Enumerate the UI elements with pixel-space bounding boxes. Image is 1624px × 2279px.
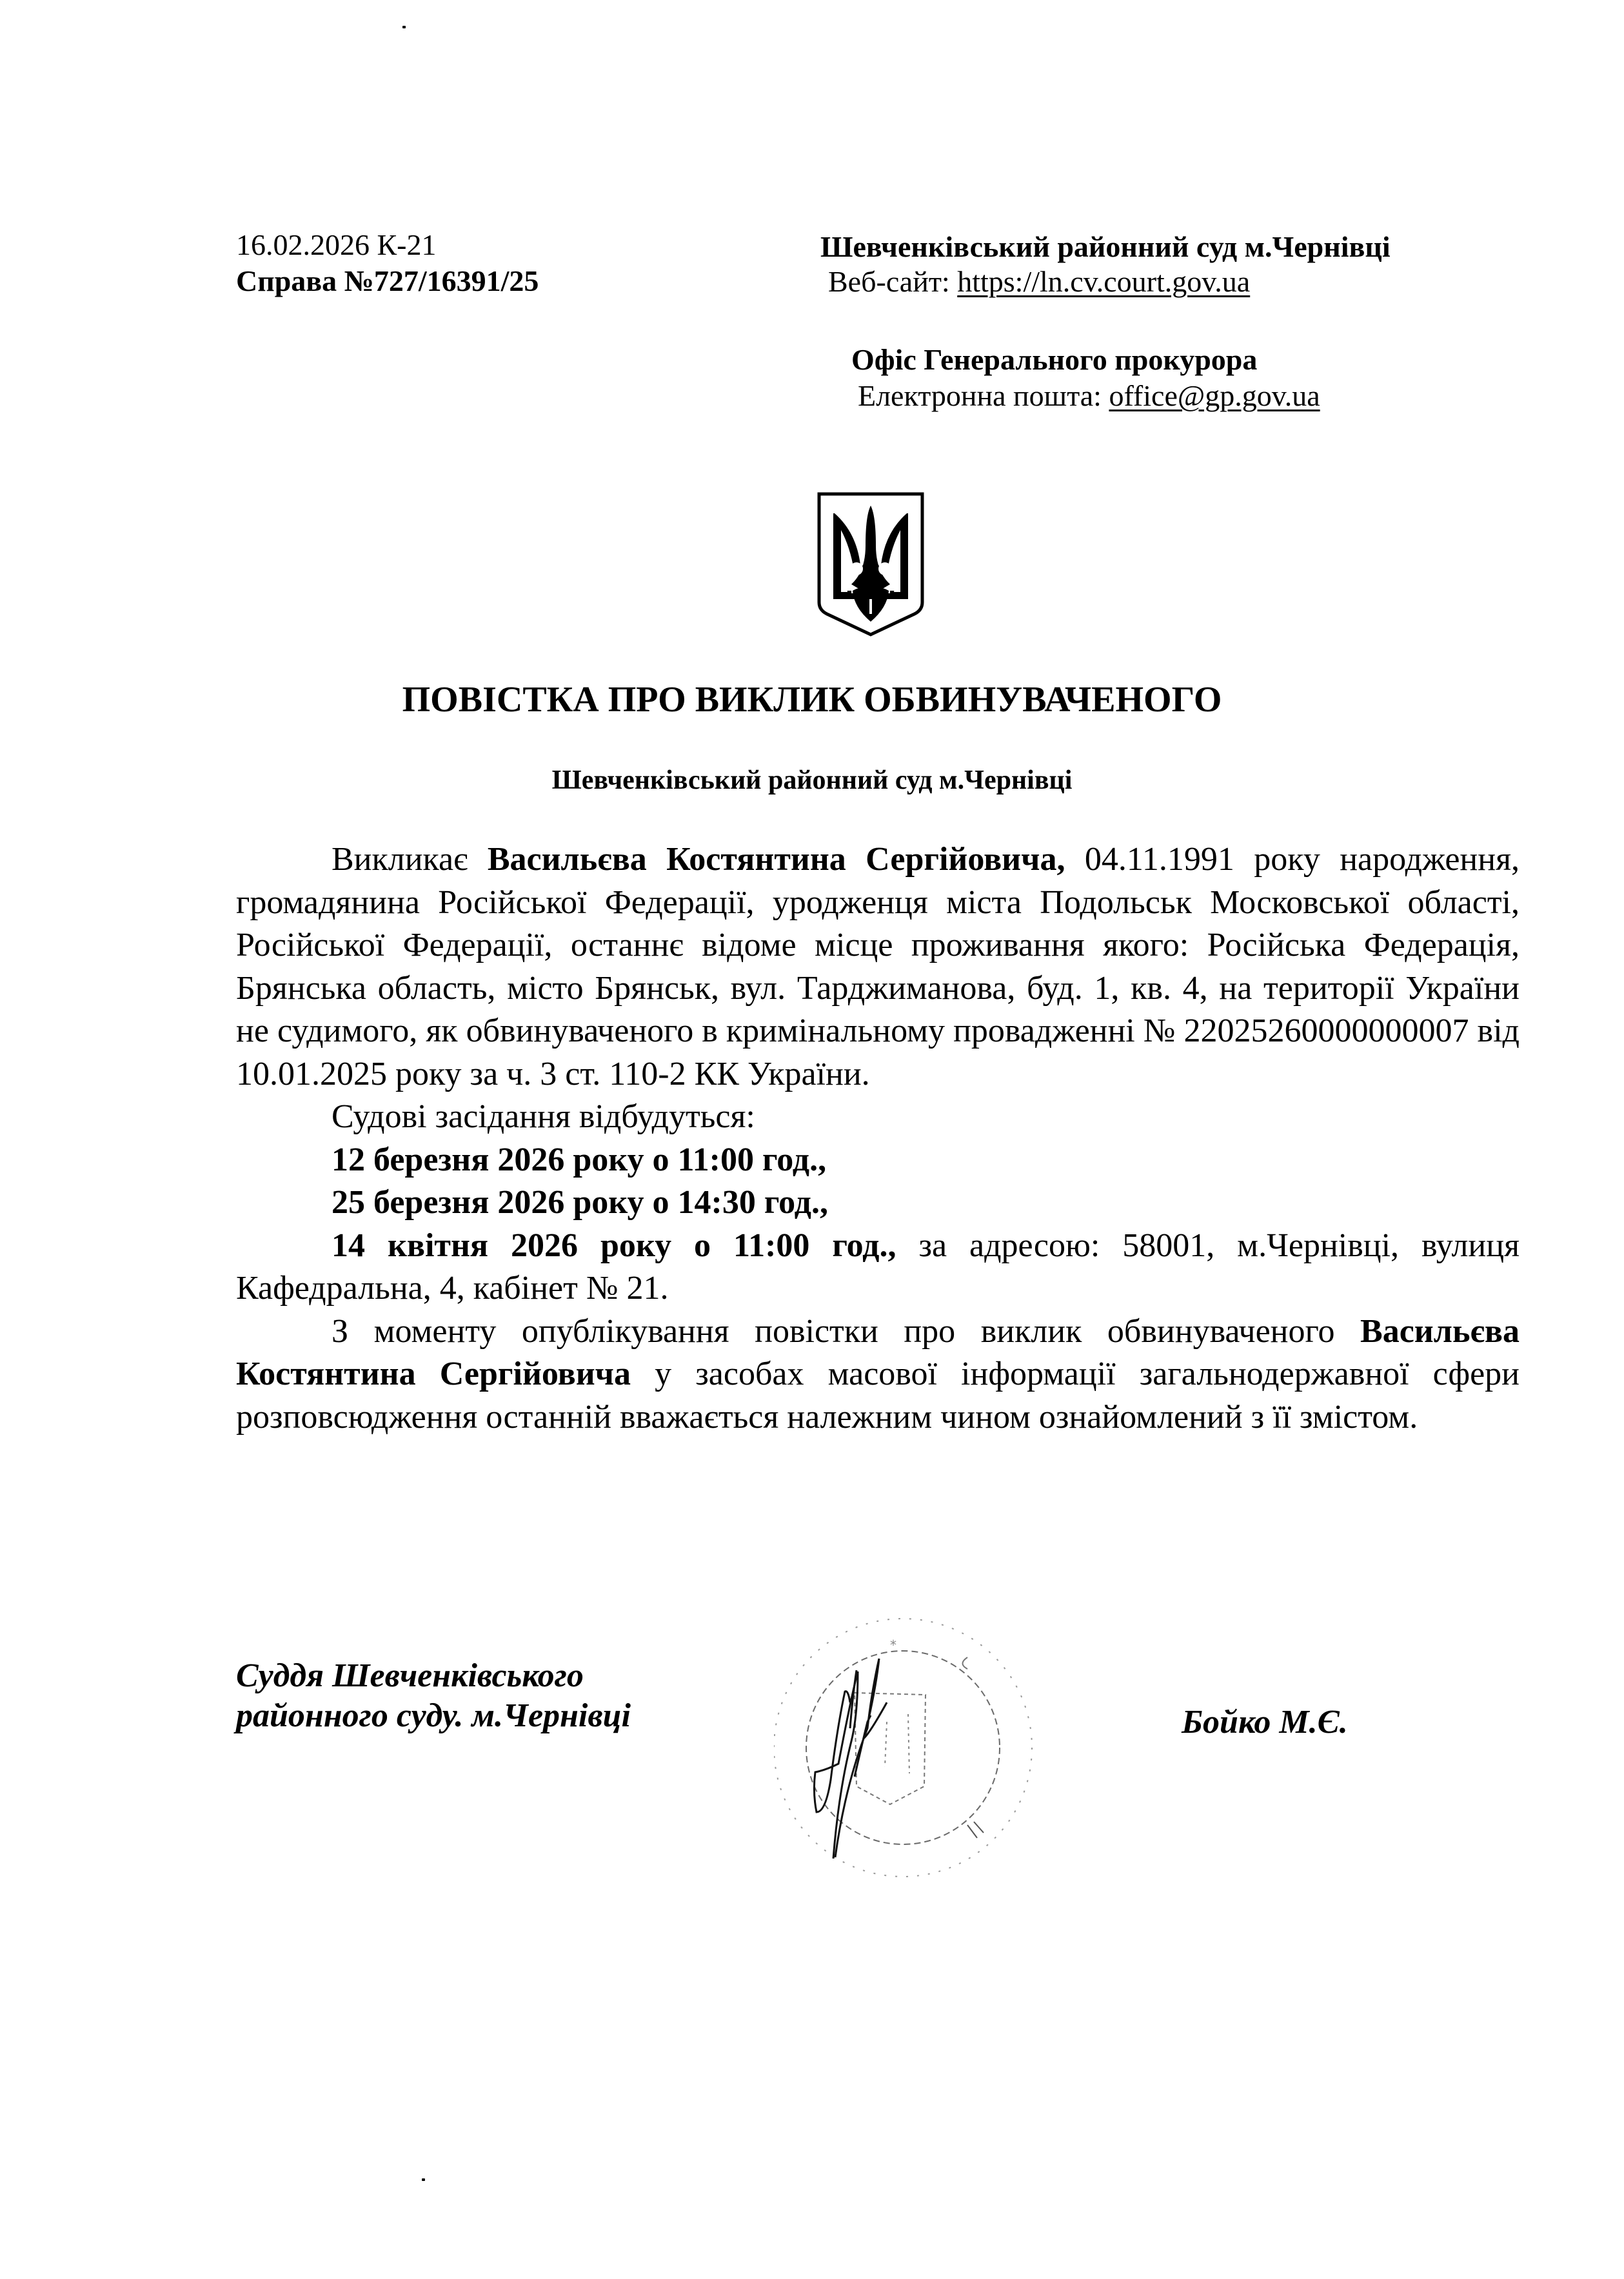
hearing-date-3-with-address: [236, 1225, 1520, 1310]
scan-speck: [402, 26, 406, 28]
hearing-date-3: 14 квітня 2026 року о 11:00 год.,: [332, 1227, 896, 1264]
summons-lead: Викликає: [332, 841, 488, 878]
hearings-intro: Судові засідання відбудуться:: [332, 1098, 755, 1135]
date-reference: 16.02.2026 К-21: [236, 228, 437, 261]
summons-details: 04.11.1991 року народження, громадянина Російської Федерації, уродженця міста Подольськ Московської області, Російської Федерації, останнє відоме місце проживання якого: Російська Федерація, Брянська область, місто Брянськ, вул. Тарджиманова, буд. 1, кв. 4, на території України не судимого, як обвинуваченого в кримінальному провадженні № 22025260000000007 від 10.01.2025 року за ч. 3 ст. 110-2 КК України.: [236, 841, 1520, 1092]
hearing-date-1: 12 березня 2026 року о 11:00 год.,: [332, 1141, 827, 1178]
judge-name: Бойко М.Є.: [1182, 1704, 1348, 1741]
court-name: Шевченківський районний суд м.Чернівці: [820, 230, 1391, 263]
svg-text:*: *: [890, 1637, 896, 1653]
hearing-address: за адресою: 58001, м.Чернівці, вулиця Кафедральна, 4, кабінет № 21.: [236, 1227, 1520, 1307]
header-left: [236, 227, 539, 299]
document-body: [236, 838, 1520, 1439]
judge-title: [236, 1656, 631, 1736]
court-website-line: [820, 264, 1391, 299]
office-name: Офіс Генерального прокурора: [851, 343, 1258, 376]
paragraph-publication-notice: [236, 1310, 1520, 1439]
office-email-line: [851, 378, 1320, 414]
scan-speck: [422, 2178, 425, 2181]
judge-title-line-1: Суддя Шевченківського: [236, 1657, 584, 1694]
ukraine-trident-coat-of-arms-icon: [814, 488, 927, 640]
paragraph-summons: [236, 838, 1520, 1096]
hearing-date-2: 25 березня 2026 року о 14:30 год.,: [332, 1184, 828, 1221]
email-label: Електронна пошта:: [858, 379, 1109, 412]
notice-lead: З моменту опублікування повістки про виклик обвинуваченого: [332, 1312, 1361, 1350]
court-seal-stamp-icon: [774, 1599, 1135, 1896]
page-subtitle: Шевченківський районний суд м.Чернівці: [551, 765, 1073, 795]
notice-text: у засобах масової інформації загальнодержавної сфери розповсюдження останній вважається належним чином ознайомлений з її змістом.: [236, 1356, 1520, 1435]
header-court-block: [820, 230, 1391, 299]
case-number: Справа №727/16391/25: [236, 264, 539, 297]
judge-title-line-2: районного суду. м.Чернівці: [236, 1697, 631, 1734]
website-label: Веб-сайт:: [828, 265, 958, 298]
accused-name-repeat: Васильєва Костянтина Сергійовича: [236, 1312, 1520, 1392]
website-link[interactable]: https://ln.cv.court.gov.ua: [957, 265, 1251, 298]
accused-name: Васильєва Костянтина Сергійовича,: [487, 841, 1065, 878]
email-link[interactable]: office@gp.gov.ua: [1109, 379, 1320, 412]
page-title: ПОВІСТКА ПРО ВИКЛИК ОБВИНУВАЧЕНОГО: [402, 680, 1222, 720]
header-office-block: [851, 342, 1320, 414]
